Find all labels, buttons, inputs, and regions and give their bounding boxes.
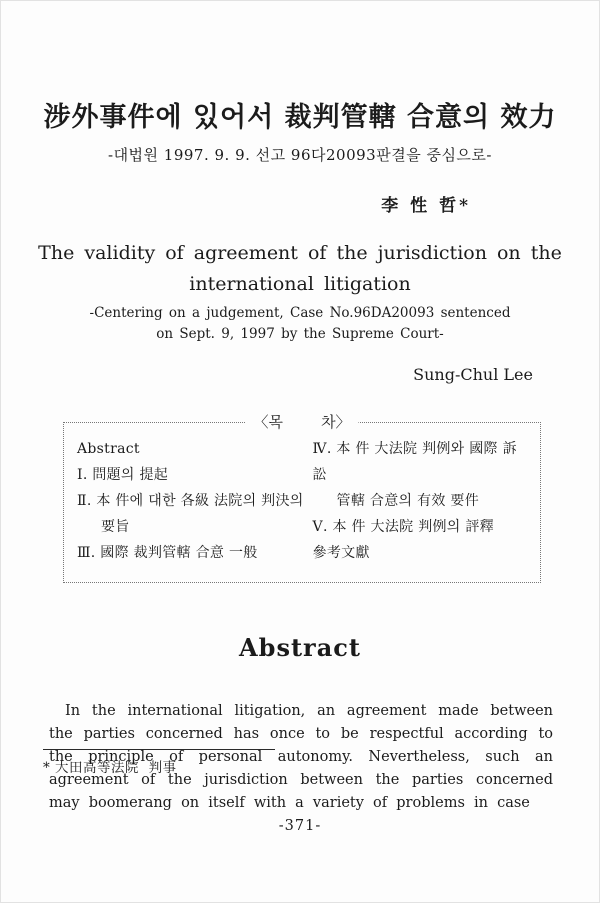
toc-column-right	[313, 436, 530, 566]
paper-subtitle-korean: -대법원 1997. 9. 9. 선고 96다20093판결을 중심으로-	[108, 146, 492, 164]
footnote-divider	[43, 749, 275, 750]
title-english-line2: international litigation	[189, 273, 411, 295]
abstract-paragraph: In the international litigation, an agreement made between the parties concerned has once to be respectful according to the principle of personal autonomy. Nevertheless, such an agreement of the jurisdiction between the parties concerned may boomerang on itself with a variety of problems in case	[49, 703, 553, 811]
toc-column-left	[77, 436, 313, 566]
title-english-line1: The validity of agreement of the jurisdiction on the	[38, 242, 562, 264]
toc-item-2-continued: 要旨	[101, 519, 130, 535]
author-name-english: Sung-Chul Lee	[413, 365, 533, 384]
author-name-korean: 李 性 哲*	[381, 196, 471, 216]
footnote-text: * 大田高等法院 判事	[43, 760, 177, 776]
toc-item-2: Ⅱ. 本 件에 대한 各級 法院의 判決의	[77, 493, 304, 509]
page-number: -371-	[278, 818, 322, 834]
abstract-heading: Abstract	[239, 633, 361, 662]
paper-subtitle-english	[1, 303, 599, 345]
subtitle-english-line2: on Sept. 9, 1997 by the Supreme Court-	[156, 326, 444, 342]
toc-item-3: Ⅲ. 國際 裁判管轄 合意 一般	[77, 545, 258, 561]
footnote-block	[43, 749, 275, 776]
toc-item-1: Ⅰ. 問題의 提起	[77, 467, 169, 483]
toc-item-abstract: Abstract	[77, 441, 140, 457]
paper-title-english	[1, 238, 599, 300]
table-of-contents-box	[63, 413, 541, 583]
paper-title-korean: 涉外事件에 있어서 裁判管轄 合意의 效力	[43, 102, 557, 133]
toc-item-references: 參考文獻	[312, 545, 370, 561]
subtitle-english-line1: -Centering on a judgement, Case No.96DA20093 sentenced	[89, 305, 511, 321]
toc-item-4: Ⅳ. 本 件 大法院 判例와 國際 訴訟	[312, 441, 517, 483]
toc-header-label: 〈목 차〉	[245, 411, 358, 432]
toc-item-5: Ⅴ. 本 件 大法院 判例의 評釋	[312, 519, 494, 535]
toc-columns	[77, 436, 530, 566]
toc-item-4-continued: 管轄 合意의 有效 要件	[336, 493, 480, 509]
